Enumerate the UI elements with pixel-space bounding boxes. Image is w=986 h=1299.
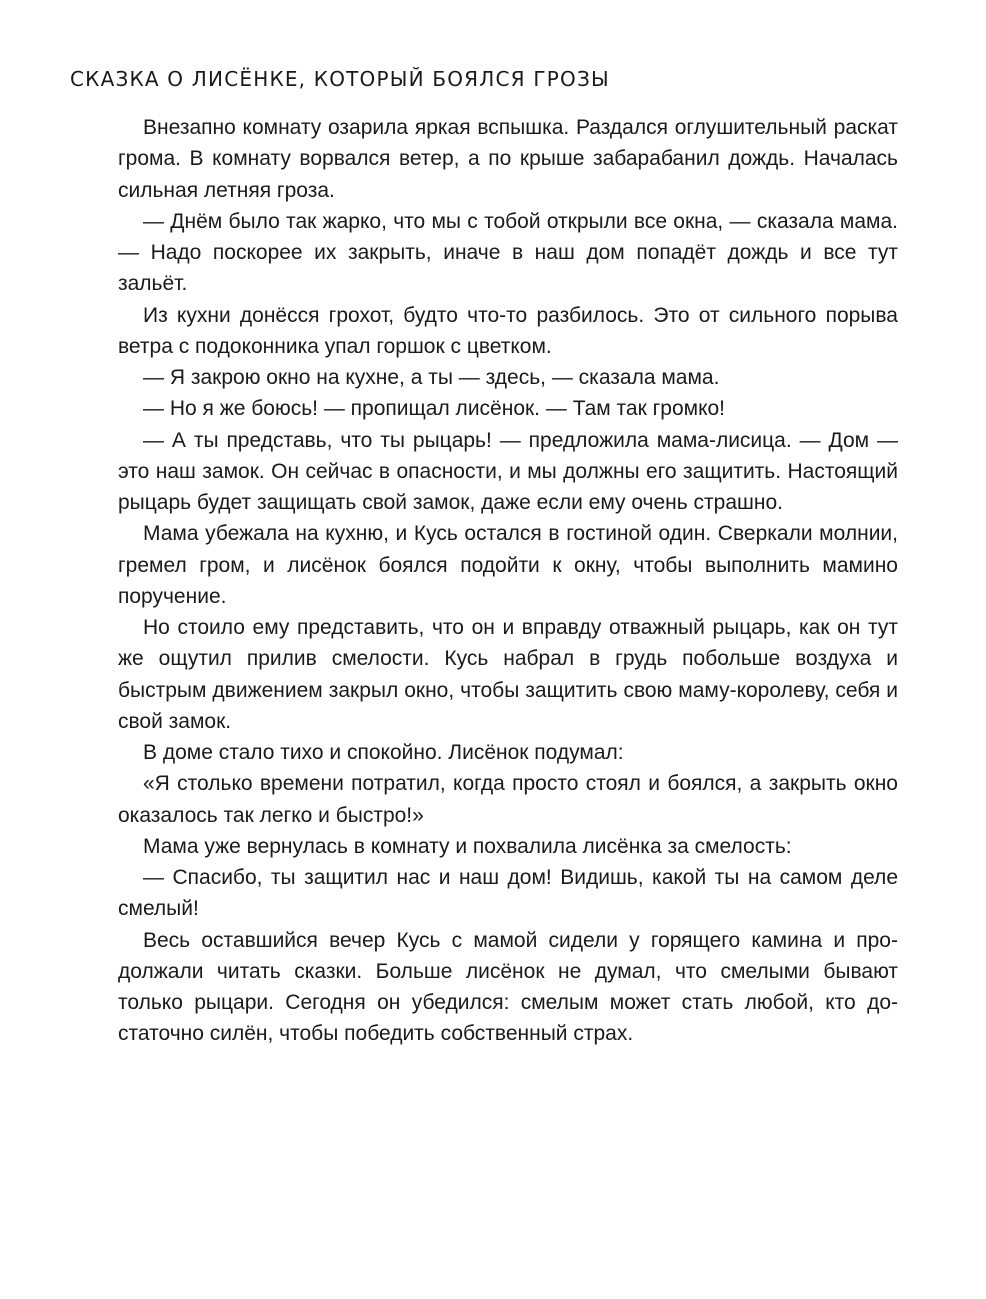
paragraph-13: Весь оставшийся вечер Кусь с мамой сидели у горящего камина и продолжали читать сказки. Больше лисёнок не думал, что смелыми бывают только рыцари. Сегодня он убедился: смелым может стать любой, кто достаточно силён, чтобы победить собственный страх. bbox=[118, 928, 898, 1046]
paragraph-8: Но стоило ему представить, что он и вправду отважный рыцарь, как он тут же ощутил прилив смелости. Кусь набрал в грудь побольше воздуха и быстрым движением закрыл окно, чтобы защитить свою маму-королеву, себя и свой замок. bbox=[118, 616, 898, 733]
paragraph-12: — Спасибо, ты защитил нас и наш дом! Видишь, какой ты на самом деле смелый! bbox=[118, 866, 898, 921]
paragraph-4: — Я закрою окно на кухне, а ты — здесь, — сказала мама. bbox=[143, 366, 720, 389]
paragraph-3: Из кухни донёсся грохот, будто что-то разбилось. Это от сильного порыва ветра с подоконника упал горшок с цветком. bbox=[118, 303, 898, 358]
paragraph-7: Мама убежала на кухню, и Кусь остался в гостиной один. Сверкали молнии, гремел гром, и лисёнок боялся подойти к окну, чтобы выполнить мамино поручение. bbox=[118, 522, 898, 608]
paragraph-9: В доме стало тихо и спокойно. Лисёнок подумал: bbox=[143, 741, 624, 764]
paragraph-2: — Днём было так жарко, что мы с тобой открыли все окна, — сказала мама. — Надо поскорее их закрыть, иначе в наш дом попадёт дождь и все тут зальёт. bbox=[118, 209, 898, 296]
story-text bbox=[118, 112, 898, 1050]
paragraph-6: — А ты представь, что ты рыцарь! — предложила мама-лисица. — Дом — это наш замок. Он сейчас в опасности, и мы должны его защитить. Настоящий рыцарь будет защищать свой замок, даже если ему очень страшно. bbox=[118, 428, 898, 514]
running-head: СКАЗКА О ЛИСЁНКЕ, КОТОРЫЙ БОЯЛСЯ ГРОЗЫ bbox=[70, 67, 610, 91]
paragraph-10: «Я столько времени потратил, когда просто стоял и боялся, а закрыть окно оказалось так легко и быстро!» bbox=[118, 772, 898, 827]
paragraph-5: — Но я же боюсь! — пропищал лисёнок. — Там так громко! bbox=[143, 397, 726, 421]
paragraph-11: Мама уже вернулась в комнату и похвалила лисёнка за смелость: bbox=[143, 834, 792, 858]
paragraph-1: Внезапно комнату озарила яркая вспышка. Раздался оглушительный раскат грома. В комнату ворвался ветер, а по крыше забарабанил дождь. Началась сильная летняя гроза. bbox=[118, 116, 898, 202]
